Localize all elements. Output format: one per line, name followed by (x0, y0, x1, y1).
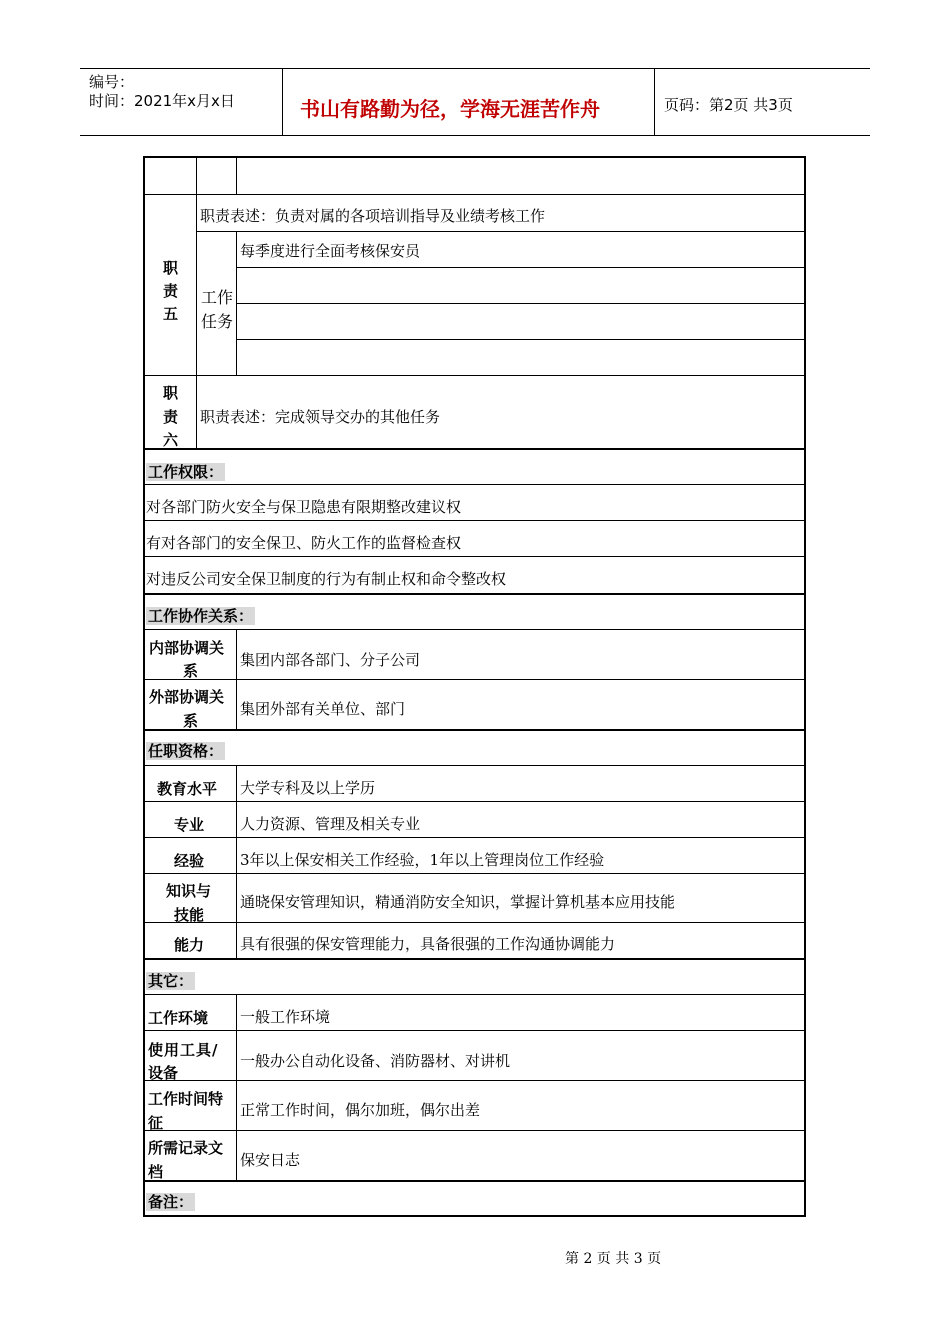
header-top-rule (80, 68, 870, 69)
external-label-cell (144, 679, 237, 730)
knowledge-value: 通晓保安管理知识，精通消防安全知识，掌握计算机基本应用技能 (240, 893, 676, 911)
duty5-description-cell (196, 194, 806, 232)
relations-heading-cell (144, 593, 806, 630)
duty5-task-label-cell (196, 231, 237, 376)
experience-label-cell (144, 837, 237, 874)
duty5-task-row-1 (236, 231, 806, 268)
duty5-title-char-1: 职 (163, 259, 179, 277)
education-value-cell (236, 765, 806, 802)
duty6-title-char-2: 责 (163, 408, 179, 426)
docs-value: 保安日志 (240, 1151, 301, 1169)
docs-label-cell (144, 1130, 237, 1181)
env-label: 工作环境 (148, 1009, 209, 1027)
external-label-1: 外部协调关 (149, 688, 225, 706)
header-page-label: 页码：第2页 共3页 (664, 96, 793, 114)
docs-label-1: 所需记录文 (148, 1139, 224, 1157)
major-label-cell (144, 801, 237, 838)
authority-item-3: 对违反公司安全保卫制度的行为有制止权和命令整改权 (146, 570, 507, 588)
empty-row-col1 (144, 157, 197, 195)
external-label-2: 系 (183, 712, 199, 730)
time-label-2: 征 (148, 1114, 164, 1132)
docs-label-2: 档 (148, 1163, 164, 1181)
authority-item-2: 有对各部门的安全保卫、防火工作的监督检查权 (146, 534, 462, 552)
authority-row-2 (144, 520, 806, 557)
duty5-task-row-4 (236, 339, 806, 376)
authority-row-1 (144, 484, 806, 521)
duty6-description-cell (196, 375, 806, 449)
time-value-cell (236, 1080, 806, 1131)
experience-label: 经验 (174, 852, 205, 870)
duty5-title-char-3: 五 (163, 305, 179, 323)
knowledge-label-cell (144, 873, 237, 923)
knowledge-label-2: 技能 (174, 906, 205, 924)
empty-row-col3 (236, 157, 806, 195)
other-heading: 其它： (148, 972, 194, 990)
empty-row-col2 (196, 157, 237, 195)
knowledge-label-1: 知识与 (166, 882, 212, 900)
header-number-label: 编号： (89, 73, 135, 91)
duty5-title-cell (144, 194, 197, 376)
remarks-heading: 备注： (148, 1193, 194, 1211)
external-value: 集团外部有关单位、部门 (240, 700, 406, 718)
remarks-cell (144, 1180, 806, 1217)
other-heading-cell (144, 958, 806, 995)
tools-value: 一般办公自动化设备、消防器材、对讲机 (240, 1052, 511, 1070)
authority-item-1: 对各部门防火安全与保卫隐患有限期整改建议权 (146, 498, 462, 516)
knowledge-value-cell (236, 873, 806, 923)
tools-value-cell (236, 1030, 806, 1081)
external-value-cell (236, 679, 806, 730)
duty6-description: 职责表述：完成领导交办的其他任务 (200, 408, 441, 426)
internal-label-1: 内部协调关 (149, 639, 225, 657)
duty5-task-row-3 (236, 303, 806, 340)
authority-row-3 (144, 556, 806, 594)
time-label-cell (144, 1080, 237, 1131)
env-label-cell (144, 994, 237, 1031)
duty5-description: 职责表述：负责对属的各项培训指导及业绩考核工作 (200, 207, 546, 225)
major-label: 专业 (174, 816, 205, 834)
internal-value: 集团内部各部门、分子公司 (240, 651, 421, 669)
duty5-task-row-2 (236, 267, 806, 304)
education-label: 教育水平 (157, 780, 218, 798)
time-value: 正常工作时间，偶尔加班，偶尔出差 (240, 1101, 481, 1119)
internal-label-cell (144, 629, 237, 680)
header-divider-left (282, 68, 283, 136)
duty5-title-char-2: 责 (163, 282, 179, 300)
internal-label-2: 系 (183, 662, 199, 680)
major-value-cell (236, 801, 806, 838)
ability-value-cell (236, 922, 806, 959)
ability-label-cell (144, 922, 237, 959)
duty5-task-label-1: 工作 (201, 288, 234, 307)
header-divider-right (654, 68, 655, 136)
authority-heading: 工作权限： (148, 463, 224, 481)
qualifications-heading-cell (144, 729, 806, 766)
major-value: 人力资源、管理及相关专业 (240, 815, 421, 833)
header-bottom-rule (80, 135, 870, 136)
time-label-1: 工作时间特 (148, 1090, 224, 1108)
experience-value: 3年以上保安相关工作经验，1年以上管理岗位工作经验 (240, 851, 605, 869)
header-motto: 书山有路勤为径，学海无涯苦作舟 (300, 97, 600, 121)
duty6-title-char-3: 六 (163, 431, 179, 449)
tools-label-2: 设备 (148, 1064, 179, 1082)
duty5-task-label-2: 任务 (201, 312, 234, 331)
education-value: 大学专科及以上学历 (240, 779, 376, 797)
qualifications-heading: 任职资格： (148, 742, 224, 760)
authority-heading-cell (144, 448, 806, 485)
duty6-title-char-1: 职 (163, 384, 179, 402)
env-value-cell (236, 994, 806, 1031)
duty6-title-cell (144, 375, 197, 449)
tools-label-cell (144, 1030, 237, 1081)
relations-heading: 工作协作关系： (148, 607, 254, 625)
experience-value-cell (236, 837, 806, 874)
env-value: 一般工作环境 (240, 1008, 331, 1026)
tools-label-1: 使用工具/ (148, 1041, 219, 1059)
education-label-cell (144, 765, 237, 802)
ability-value: 具有很强的保安管理能力，具备很强的工作沟通协调能力 (240, 935, 616, 953)
header-date-label: 时间：2021年x月x日 (89, 92, 235, 110)
docs-value-cell (236, 1130, 806, 1181)
footer-page-number: 第 2 页 共 3 页 (565, 1251, 662, 1267)
duty5-task-1: 每季度进行全面考核保安员 (240, 242, 421, 260)
internal-value-cell (236, 629, 806, 680)
ability-label: 能力 (174, 936, 205, 954)
